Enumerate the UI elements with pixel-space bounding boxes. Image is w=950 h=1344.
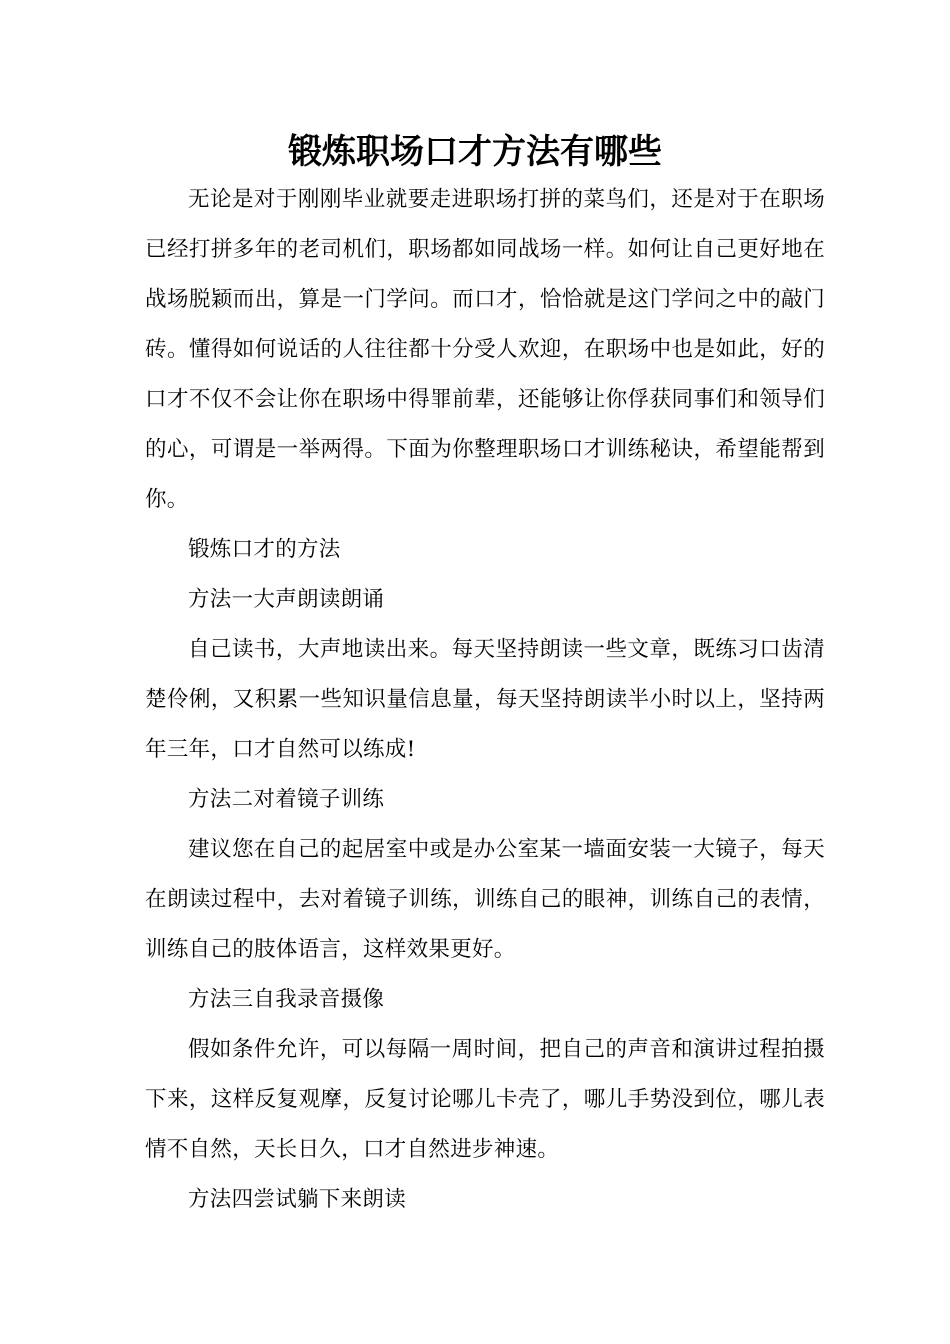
method-one-paragraph: 自己读书，大声地读出来。每天坚持朗读一些文章，既练习口齿清楚伶俐，又积累一些知识量信息量，每天坚持朗读半小时以上，坚持两年三年，口才自然可以练成! (145, 637, 825, 762)
document-title: 锻炼职场口才方法有哪些 (288, 132, 662, 172)
method-four-heading: 方法四尝试躺下来朗读 (188, 1187, 407, 1212)
method-two-heading: 方法二对着镜子训练 (188, 787, 385, 812)
method-three-heading: 方法三自我录音摄像 (188, 987, 385, 1012)
intro-paragraph: 无论是对于刚刚毕业就要走进职场打拼的菜鸟们，还是对于在职场已经打拼多年的老司机们，职场都如同战场一样。如何让自己更好地在战场脱颖而出，算是一门学问。而口才，恰恰就是这门学问之中的敲门砖。懂得如何说话的人往往都十分受人欢迎，在职场中也是如此，好的口才不仅不会让你在职场中得罪前辈，还能够让你俘获同事们和领导们的心，可谓是一举两得。下面为你整理职场口才训练秘诀，希望能帮到你。 (145, 187, 825, 512)
method-one-heading: 方法一大声朗读朗诵 (188, 587, 385, 612)
section-heading: 锻炼口才的方法 (188, 537, 341, 562)
document-body (145, 175, 825, 1225)
method-two-paragraph: 建议您在自己的起居室中或是办公室某一墙面安装一大镜子，每天在朗读过程中，去对着镜子训练，训练自己的眼神，训练自己的表情，训练自己的肢体语言，这样效果更好。 (145, 837, 825, 962)
method-three-paragraph: 假如条件允许，可以每隔一周时间，把自己的声音和演讲过程拍摄下来，这样反复观摩，反复讨论哪儿卡壳了，哪儿手势没到位，哪儿表情不自然，天长日久，口才自然进步神速。 (145, 1037, 825, 1162)
